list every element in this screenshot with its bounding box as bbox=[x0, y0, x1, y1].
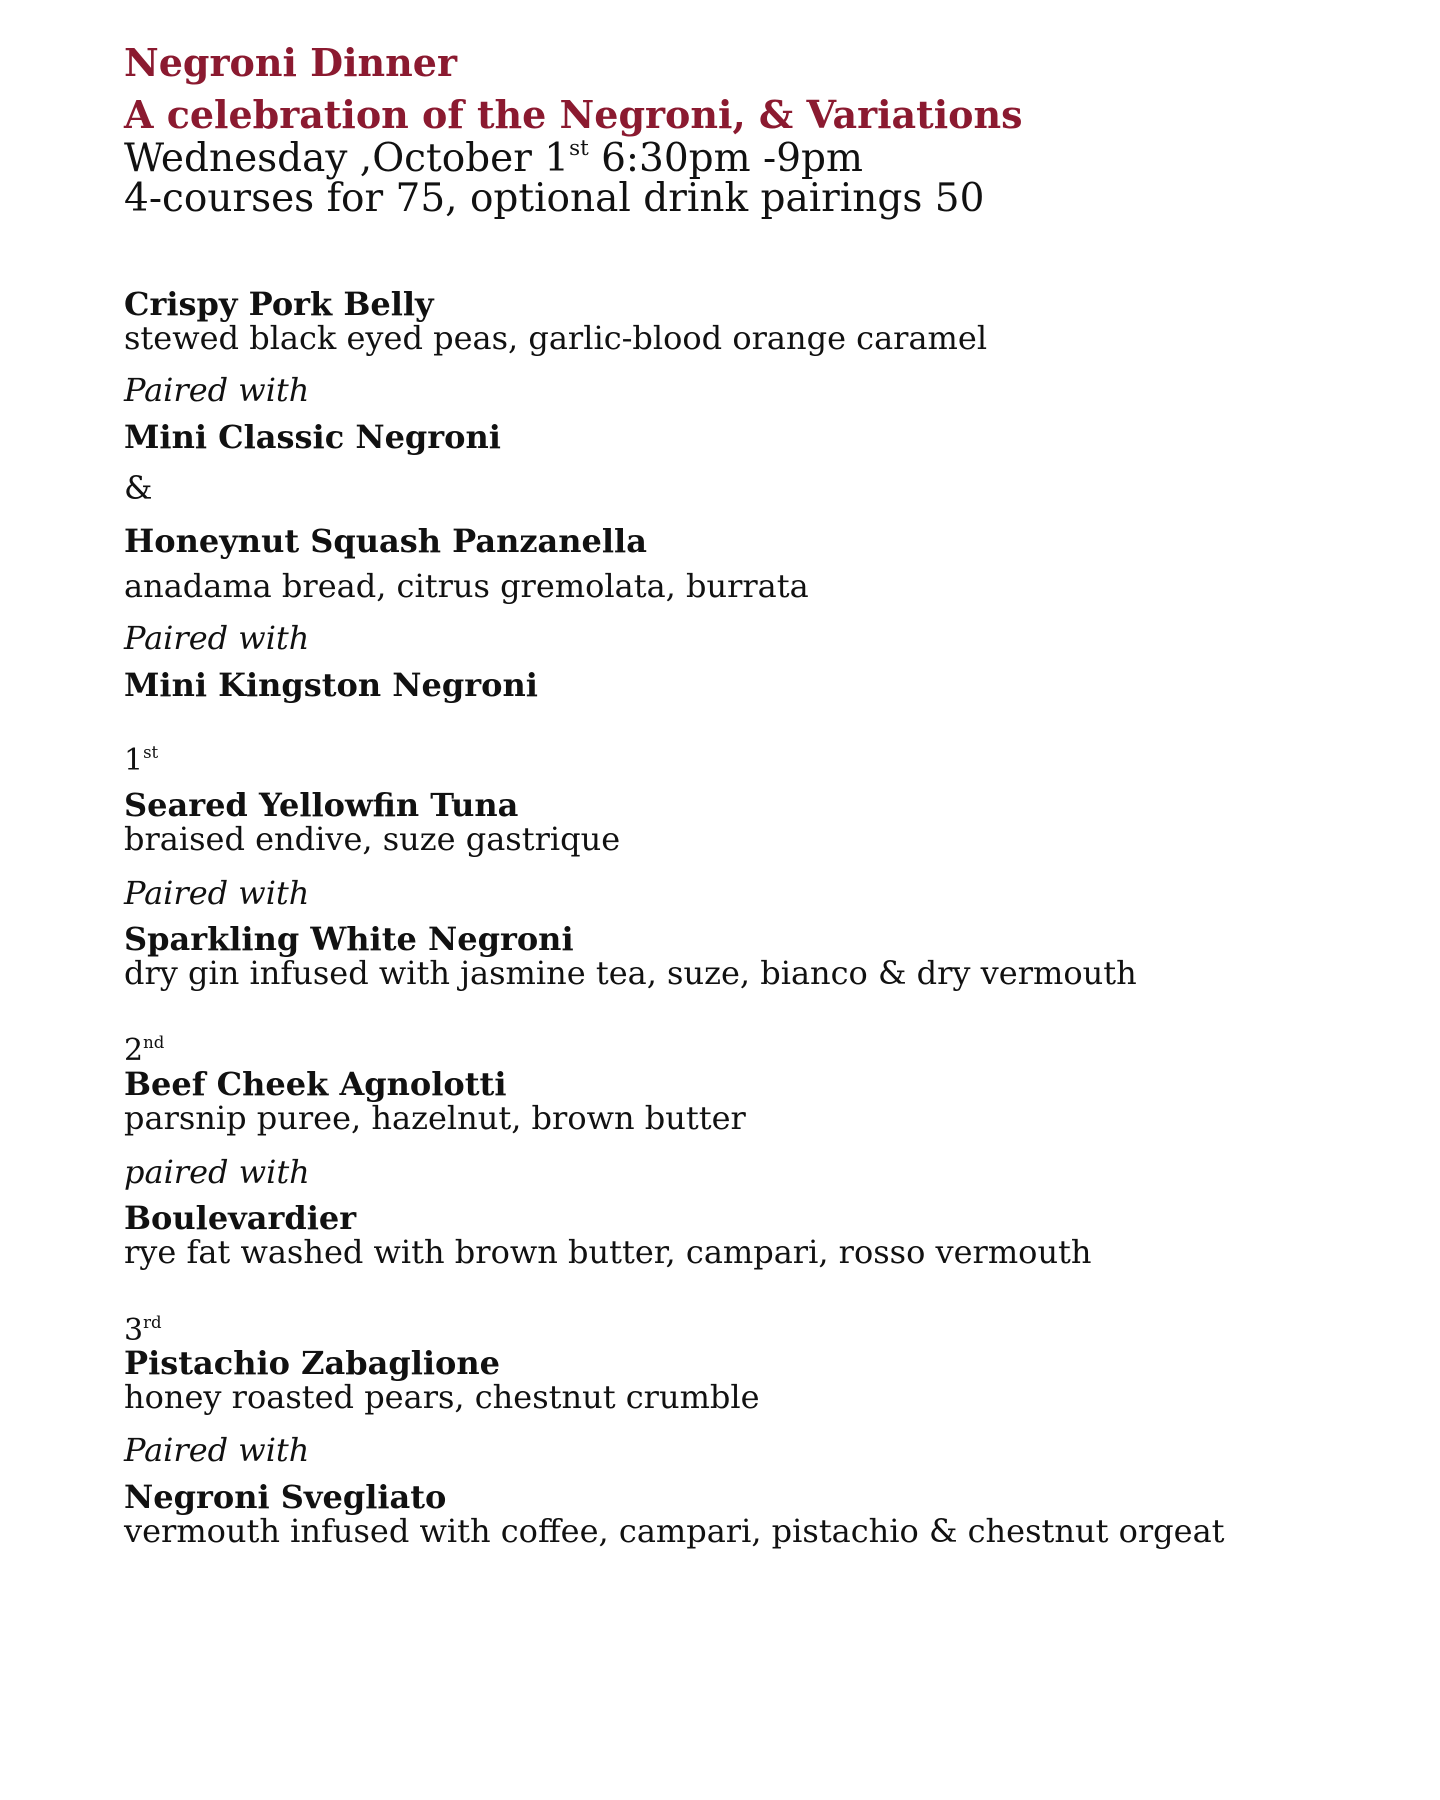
course-number-ordinal: rd bbox=[143, 1312, 162, 1332]
paired-with-label: Paired with bbox=[124, 619, 310, 657]
event-date bbox=[124, 135, 863, 181]
dish-name: Seared Yellowfin Tuna bbox=[124, 786, 519, 824]
dish-name: Crispy Pork Belly bbox=[124, 285, 434, 323]
dish-description: honey roasted pears, chestnut crumble bbox=[124, 1378, 760, 1416]
course-number-ordinal: nd bbox=[143, 1032, 165, 1052]
menu-subtitle: A celebration of the Negroni, & Variations bbox=[124, 92, 1023, 137]
dish-description: parsnip puree, hazelnut, brown butter bbox=[124, 1099, 746, 1137]
course-number bbox=[124, 742, 159, 778]
dish-description: braised endive, suze gastrique bbox=[124, 820, 621, 858]
drink-name: Negroni Svegliato bbox=[124, 1478, 447, 1516]
menu-title: Negroni Dinner bbox=[124, 40, 457, 85]
dish-name: Beef Cheek Agnolotti bbox=[124, 1065, 507, 1103]
course-number bbox=[124, 1032, 165, 1068]
drink-description: vermouth infused with coffee, campari, pistachio & chestnut orgeat bbox=[124, 1512, 1225, 1550]
event-date-prefix: Wednesday ,October 1 bbox=[124, 136, 570, 181]
course-number-value: 1 bbox=[124, 743, 144, 778]
dish-description: stewed black eyed peas, garlic-blood orange caramel bbox=[124, 319, 988, 357]
drink-name: Mini Kingston Negroni bbox=[124, 666, 538, 704]
paired-with-label: Paired with bbox=[124, 874, 310, 912]
dish-name: Honeynut Squash Panzanella bbox=[124, 522, 647, 560]
course-number-value: 3 bbox=[124, 1313, 144, 1348]
dish-description: anadama bread, citrus gremolata, burrata bbox=[124, 567, 809, 605]
drink-description: dry gin infused with jasmine tea, suze, bianco & dry vermouth bbox=[124, 954, 1137, 992]
course-number-value: 2 bbox=[124, 1033, 144, 1068]
drink-name: Sparkling White Negroni bbox=[124, 920, 574, 958]
course-number-ordinal: st bbox=[143, 742, 159, 762]
paired-with-label: paired with bbox=[124, 1153, 310, 1191]
drink-name: Boulevardier bbox=[124, 1199, 357, 1237]
course-number bbox=[124, 1312, 162, 1348]
event-pricing: 4-courses for 75, optional drink pairings 50 bbox=[124, 176, 985, 221]
drink-description: rye fat washed with brown butter, campari, rosso vermouth bbox=[124, 1233, 1092, 1271]
drink-name: Mini Classic Negroni bbox=[124, 418, 501, 456]
paired-with-label: Paired with bbox=[124, 1431, 310, 1469]
event-date-time: 6:30pm -9pm bbox=[588, 136, 863, 181]
ampersand: & bbox=[124, 469, 153, 507]
dish-name: Pistachio Zabaglione bbox=[124, 1344, 500, 1382]
paired-with-label: Paired with bbox=[124, 371, 310, 409]
event-date-ordinal: st bbox=[569, 135, 589, 161]
